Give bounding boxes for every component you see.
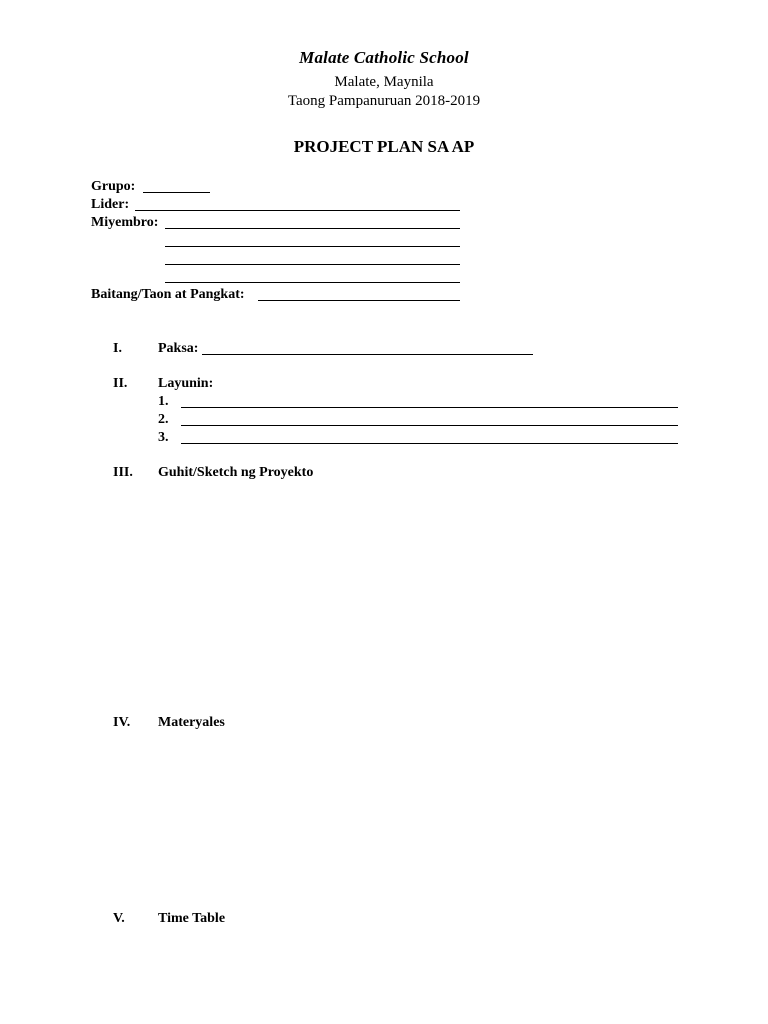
miyembro-field-line-1[interactable] [165, 228, 460, 229]
layunin-field-line-3[interactable] [181, 443, 678, 444]
section-4-label: Materyales [158, 715, 225, 730]
miyembro-label: Miyembro: [91, 215, 159, 230]
layunin-field-line-1[interactable] [181, 407, 678, 408]
school-name: Malate Catholic School [299, 48, 469, 67]
section-2-label: Layunin: [158, 376, 214, 391]
grupo-label: Grupo: [91, 179, 136, 194]
section-3-number: III. [113, 465, 133, 480]
miyembro-field-line-3[interactable] [165, 264, 460, 265]
section-1-number: I. [113, 341, 122, 356]
section-4-number: IV. [113, 715, 131, 730]
paksa-field-line[interactable] [202, 354, 533, 355]
school-year: Taong Pampanuruan 2018-2019 [287, 93, 481, 109]
lider-field-line[interactable] [135, 210, 460, 211]
baitang-field-line[interactable] [258, 300, 460, 301]
layunin-field-line-2[interactable] [181, 425, 678, 426]
lider-label: Lider: [91, 197, 130, 212]
school-location: Malate, Maynila [334, 74, 434, 90]
section-2-number: II. [113, 376, 128, 391]
miyembro-field-line-2[interactable] [165, 246, 460, 247]
grupo-field-line[interactable] [143, 192, 210, 193]
layunin-item-number: 1. [158, 394, 169, 409]
layunin-item-number: 2. [158, 412, 169, 427]
section-5-label: Time Table [158, 911, 226, 926]
section-5-number: V. [113, 911, 125, 926]
miyembro-field-line-4[interactable] [165, 282, 460, 283]
section-3-label: Guhit/Sketch ng Proyekto [158, 465, 314, 480]
section-1-label: Paksa: [158, 341, 199, 356]
baitang-label: Baitang/Taon at Pangkat: [91, 287, 245, 302]
document-title: PROJECT PLAN SA AP [293, 137, 475, 156]
layunin-item-number: 3. [158, 430, 169, 445]
